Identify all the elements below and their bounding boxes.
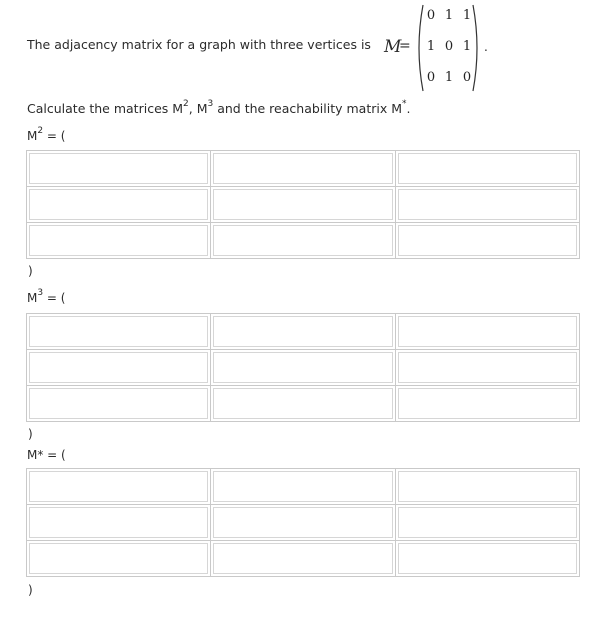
matrix-entry: 0 — [426, 70, 436, 85]
m3-cell-1-1[interactable] — [29, 316, 208, 347]
m2-cell-2-1[interactable] — [29, 189, 208, 220]
grid-cell — [396, 314, 579, 349]
grid-cell — [396, 187, 579, 222]
matrix-entry: 1 — [444, 8, 454, 23]
grid-cell — [396, 223, 579, 258]
grid-row — [27, 187, 579, 223]
matrix-entry: 1 — [462, 8, 472, 23]
grid-cell — [396, 350, 579, 385]
m2-cell-2-3[interactable] — [398, 189, 577, 220]
grid-cell — [27, 151, 211, 186]
m3-cell-2-3[interactable] — [398, 352, 577, 383]
m3-cell-3-2[interactable] — [213, 388, 392, 419]
mstar-answer-grid — [26, 468, 580, 577]
matrix-row-1 — [424, 8, 474, 23]
matrix-row-2 — [424, 39, 474, 54]
task-text: , M — [188, 101, 208, 117]
matrix-entry: 0 — [426, 8, 436, 23]
grid-cell — [211, 505, 395, 540]
m2-cell-3-3[interactable] — [398, 225, 577, 256]
grid-row — [27, 350, 579, 386]
m3-answer-grid — [26, 313, 580, 422]
mstar-cell-1-1[interactable] — [29, 471, 208, 502]
label-exponent: 3 — [37, 288, 44, 298]
grid-cell — [211, 314, 395, 349]
label-base: M — [27, 291, 38, 305]
matrix-entry: 0 — [444, 39, 454, 54]
question-intro: The adjacency matrix for a graph with three vertices is — [27, 37, 371, 52]
grid-cell — [211, 386, 395, 421]
grid-row — [27, 223, 579, 258]
label-suffix: = ( — [43, 129, 66, 143]
matrix-entry: 1 — [462, 39, 472, 54]
m3-cell-3-1[interactable] — [29, 388, 208, 419]
task-exponent: 2 — [183, 99, 189, 109]
mstar-cell-2-3[interactable] — [398, 507, 577, 538]
grid-cell — [27, 350, 211, 385]
adjacency-matrix — [414, 2, 482, 94]
label-base: M* = ( — [27, 448, 66, 462]
grid-cell — [211, 541, 395, 576]
grid-row — [27, 386, 579, 421]
grid-cell — [27, 505, 211, 540]
mstar-cell-3-3[interactable] — [398, 543, 577, 574]
m3-close-paren: ) — [28, 427, 33, 441]
matrix-entry: 0 — [462, 70, 472, 85]
task-instructions — [27, 101, 410, 116]
task-exponent: * — [402, 99, 407, 109]
m3-cell-3-3[interactable] — [398, 388, 577, 419]
m3-cell-2-2[interactable] — [213, 352, 392, 383]
mstar-cell-1-2[interactable] — [213, 471, 392, 502]
task-text: Calculate the matrices M — [27, 101, 184, 117]
grid-row — [27, 469, 579, 505]
matrix-row-3 — [424, 70, 474, 85]
grid-cell — [396, 541, 579, 576]
m2-cell-1-1[interactable] — [29, 153, 208, 184]
grid-row — [27, 314, 579, 350]
mstar-label — [27, 448, 66, 462]
task-text: and the reachability matrix M — [213, 101, 402, 117]
task-exponent: 3 — [207, 99, 214, 109]
m2-label — [27, 128, 65, 143]
grid-cell — [27, 386, 211, 421]
m3-cell-1-2[interactable] — [213, 316, 392, 347]
grid-cell — [211, 469, 395, 504]
grid-row — [27, 505, 579, 541]
statement-period: . — [484, 40, 488, 54]
label-suffix: = ( — [43, 291, 66, 305]
grid-cell — [27, 469, 211, 504]
grid-cell — [211, 223, 395, 258]
grid-cell — [27, 187, 211, 222]
grid-cell — [27, 314, 211, 349]
grid-row — [27, 151, 579, 187]
m3-label — [27, 290, 65, 305]
m3-cell-2-1[interactable] — [29, 352, 208, 383]
mstar-cell-1-3[interactable] — [398, 471, 577, 502]
grid-cell — [396, 469, 579, 504]
m2-cell-3-2[interactable] — [213, 225, 392, 256]
m2-cell-1-3[interactable] — [398, 153, 577, 184]
grid-cell — [396, 386, 579, 421]
grid-cell — [211, 151, 395, 186]
equals-sign: = — [399, 38, 411, 54]
mstar-close-paren: ) — [28, 583, 33, 597]
label-base: M — [27, 129, 38, 143]
task-text: . — [406, 101, 411, 117]
m2-cell-2-2[interactable] — [213, 189, 392, 220]
matrix-variable: M — [384, 37, 402, 57]
grid-cell — [27, 541, 211, 576]
grid-cell — [396, 151, 579, 186]
mstar-cell-2-2[interactable] — [213, 507, 392, 538]
grid-row — [27, 541, 579, 576]
grid-cell — [211, 350, 395, 385]
m2-close-paren: ) — [28, 264, 33, 278]
m2-cell-3-1[interactable] — [29, 225, 208, 256]
matrix-entry: 1 — [426, 39, 436, 54]
matrix-entry: 1 — [444, 70, 454, 85]
grid-cell — [396, 505, 579, 540]
m2-answer-grid — [26, 150, 580, 259]
label-exponent: 2 — [37, 126, 44, 136]
m3-cell-1-3[interactable] — [398, 316, 577, 347]
grid-cell — [211, 187, 395, 222]
grid-cell — [27, 223, 211, 258]
mstar-cell-2-1[interactable] — [29, 507, 208, 538]
mstar-cell-3-2[interactable] — [213, 543, 392, 574]
mstar-cell-3-1[interactable] — [29, 543, 208, 574]
m2-cell-1-2[interactable] — [213, 153, 392, 184]
